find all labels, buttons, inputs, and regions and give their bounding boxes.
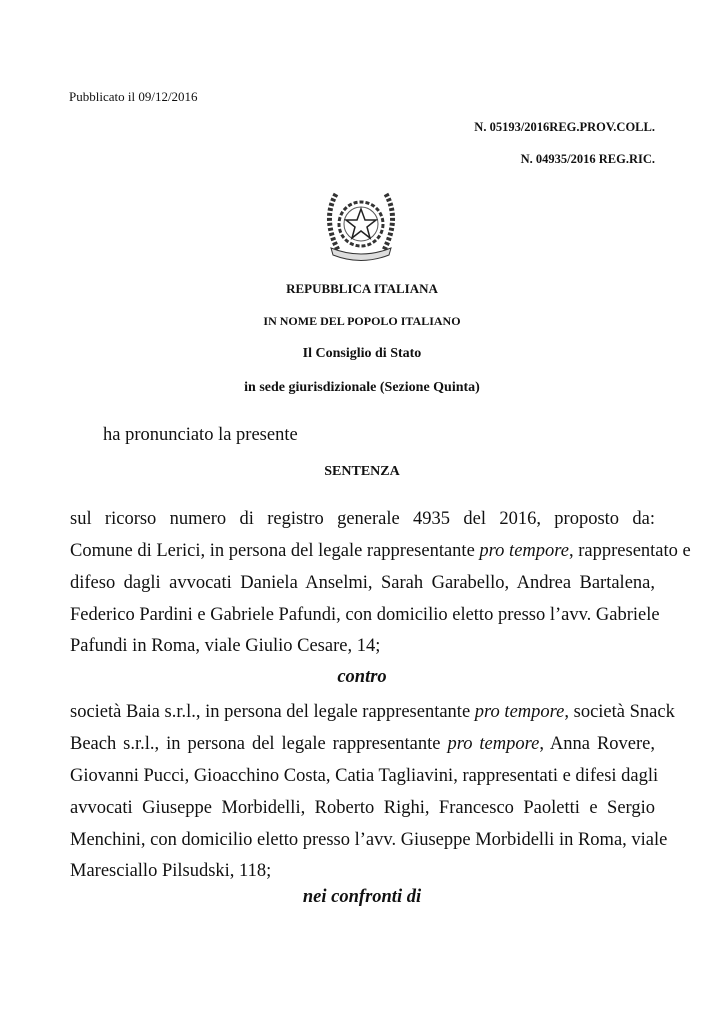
text-line: avvocati Giuseppe Morbidelli, Roberto Righi, Francesco Paoletti e Sergio: [70, 798, 655, 818]
people-heading: IN NOME DEL POPOLO ITALIANO: [263, 314, 461, 328]
text-line: sul ricorso numero di registro generale 4935 del 2016, proposto da:: [70, 509, 655, 529]
italian-emblem-icon: [316, 184, 406, 264]
text-line: Giovanni Pucci, Gioacchino Costa, Catia Tagliavini, rappresentati e difesi dagli: [70, 766, 659, 786]
text-line: Pafundi in Roma, viale Giulio Cesare, 14;: [70, 636, 381, 656]
section-heading: in sede giurisdizionale (Sezione Quinta): [244, 380, 480, 395]
text-line: Federico Pardini e Gabriele Pafundi, con domicilio eletto presso l’avv. Gabriele: [70, 605, 660, 625]
text-line: difeso dagli avvocati Daniela Anselmi, Sarah Garabello, Andrea Bartalena,: [70, 573, 655, 593]
council-heading: Il Consiglio di Stato: [302, 346, 422, 361]
republic-heading: REPUBBLICA ITALIANA: [286, 281, 438, 296]
reg-prov-coll-number: N. 05193/2016REG.PROV.COLL.: [474, 120, 655, 134]
text-line: Beach s.r.l., in persona del legale rappresentante pro tempore, Anna Rovere,: [70, 734, 655, 754]
text-line: società Baia s.r.l., in persona del legale rappresentante pro tempore, società Snack: [70, 702, 675, 722]
text-line: Maresciallo Pilsudski, 118;: [70, 861, 272, 881]
text-line: Menchini, con domicilio eletto presso l’avv. Giuseppe Morbidelli in Roma, viale: [70, 830, 668, 850]
reg-ric-number: N. 04935/2016 REG.RIC.: [520, 152, 655, 166]
text-line: Comune di Lerici, in persona del legale rappresentante pro tempore, rappresentato e: [70, 541, 691, 561]
intro-text: ha pronunciato la presente: [103, 425, 298, 445]
contro-heading: contro: [337, 667, 387, 687]
published-date: Pubblicato il 09/12/2016: [69, 89, 198, 104]
nei-confronti-heading: nei confronti di: [302, 887, 422, 907]
sentenza-heading: SENTENZA: [324, 464, 400, 479]
